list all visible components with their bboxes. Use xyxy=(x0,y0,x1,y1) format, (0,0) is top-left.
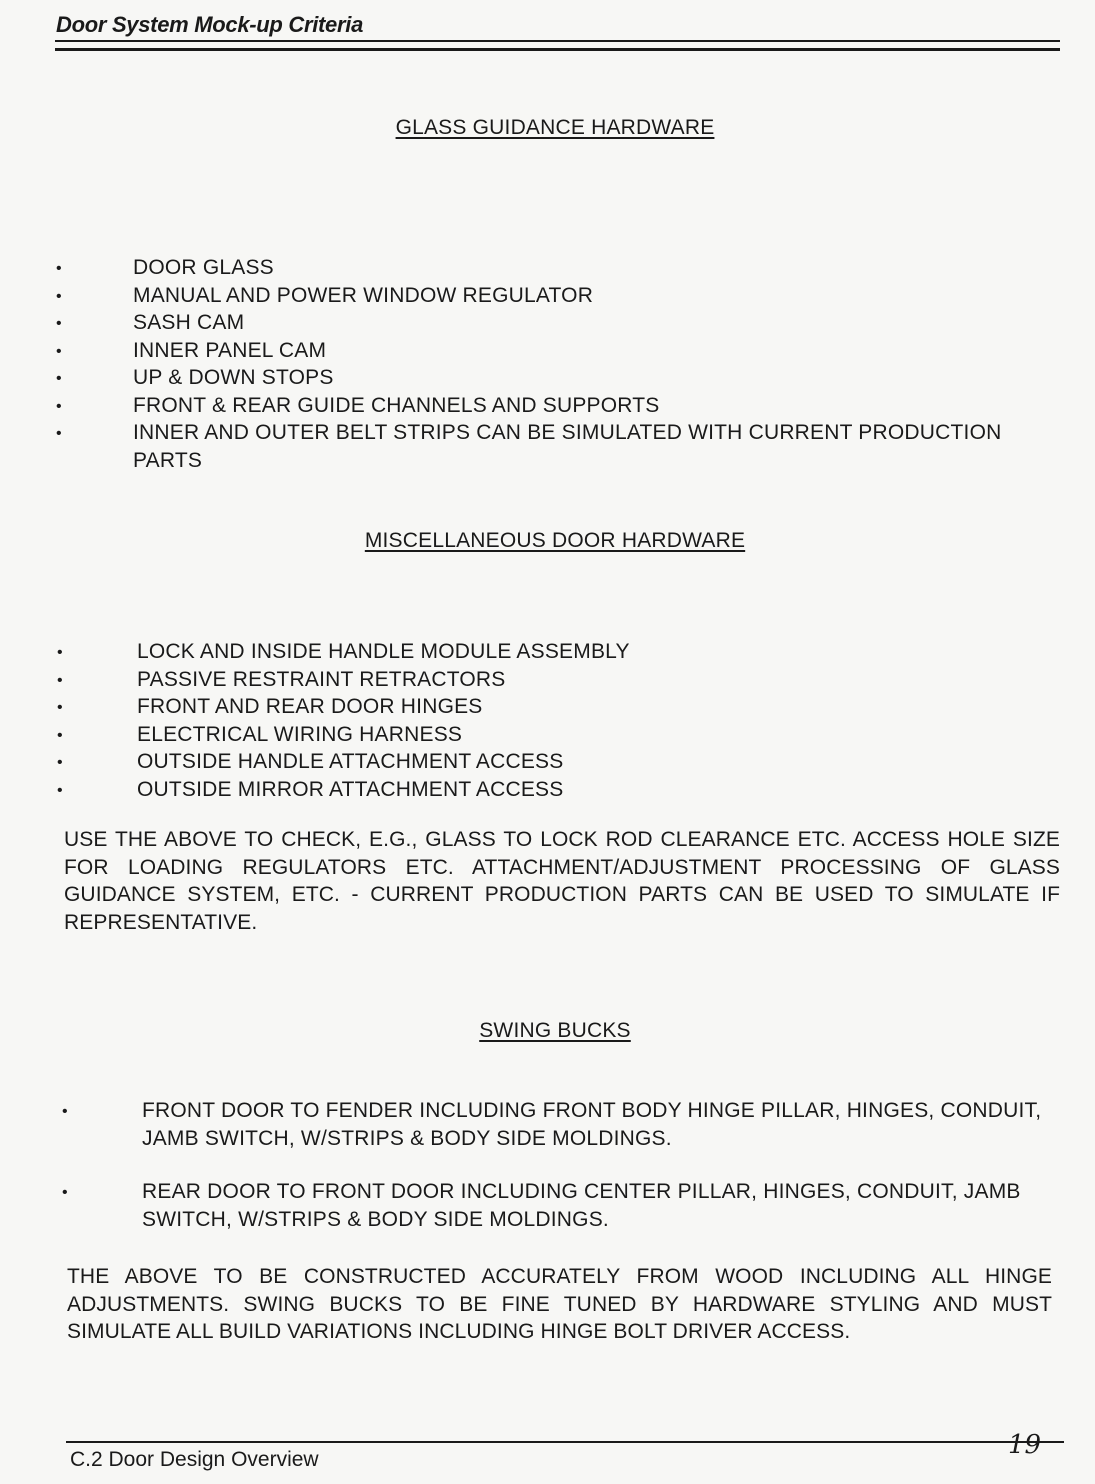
heading-swing-bucks: SWING BUCKS xyxy=(479,1019,631,1042)
document-title: Door System Mock-up Criteria xyxy=(56,12,364,37)
bullet-icon: • xyxy=(56,370,62,387)
page-number: 19 xyxy=(1008,1430,1042,1460)
list-item-text: SASH CAM xyxy=(133,311,245,334)
list-item xyxy=(62,1178,1062,1233)
footer-section-label: C.2 Door Design Overview xyxy=(70,1448,319,1471)
list-item xyxy=(57,693,1067,721)
list-item-text: UP & DOWN STOPS xyxy=(133,366,334,389)
list-item xyxy=(56,337,1068,365)
list-item xyxy=(56,309,1068,337)
list-item xyxy=(62,1097,1062,1152)
bullet-icon: • xyxy=(57,781,63,799)
list-item-text: LOCK AND INSIDE HANDLE MODULE ASSEMBLY xyxy=(137,640,630,663)
list-item xyxy=(57,721,1067,749)
bullet-icon: • xyxy=(56,342,62,360)
list-item-text: MANUAL AND POWER WINDOW REGULATOR xyxy=(133,283,594,307)
list-item-text: REAR DOOR TO FRONT DOOR INCLUDING CENTER PILLAR, HINGES, CONDUIT, JAMB SWITCH, W/STRIPS & BODY SIDE MOLDINGS. xyxy=(142,1180,1021,1231)
heading-glass-guidance: GLASS GUIDANCE HARDWARE xyxy=(395,116,715,139)
list-item xyxy=(56,419,1068,474)
list-item xyxy=(56,254,1068,282)
bullet-icon: • xyxy=(56,315,62,332)
list-item xyxy=(57,776,1067,804)
list-item xyxy=(57,748,1067,776)
list-item-text: FRONT & REAR GUIDE CHANNELS AND SUPPORTS xyxy=(133,393,660,417)
bullet-icon: • xyxy=(57,644,63,661)
list-item-text: OUTSIDE HANDLE ATTACHMENT ACCESS xyxy=(137,750,564,773)
bullet-icon: • xyxy=(62,1103,68,1120)
bullet-icon: • xyxy=(62,1184,68,1201)
swing-bucks-note: THE ABOVE TO BE CONSTRUCTED ACCURATELY FROM WOOD INCLUDING ALL HINGE ADJUSTMENTS. SWING BUCKS TO BE FINE TUNED BY HARDWARE STYLING AND MUST SIMULATE ALL BUILD VARIATIONS INCLUDING HINGE BOLT DRIVER ACCESS. xyxy=(67,1265,1052,1343)
list-item xyxy=(56,392,1068,420)
list-item-text: FRONT DOOR TO FENDER INCLUDING FRONT BODY HINGE PILLAR, HINGES, CONDUIT, JAMB SWITCH, W/STRIPS & BODY SIDE MOLDINGS. xyxy=(142,1099,1042,1150)
list-item xyxy=(57,638,1067,666)
list-item-text: PASSIVE RESTRAINT RETRACTORS xyxy=(137,667,506,691)
list-item-text: INNER PANEL CAM xyxy=(133,338,327,362)
bullet-icon: • xyxy=(56,260,62,277)
list-item-text: ELECTRICAL WIRING HARNESS xyxy=(137,722,463,746)
list-item-text: DOOR GLASS xyxy=(133,256,274,279)
bullet-icon: • xyxy=(56,287,62,305)
header-rule-thin xyxy=(55,40,1060,42)
footer-rule xyxy=(66,1441,1064,1443)
header-rule-thick xyxy=(55,48,1060,51)
bullet-icon: • xyxy=(57,726,63,744)
bullet-icon: • xyxy=(56,425,62,442)
list-item-text: FRONT AND REAR DOOR HINGES xyxy=(137,695,483,718)
bullet-icon: • xyxy=(57,671,63,689)
swing-bucks-list xyxy=(62,1097,1062,1259)
list-item xyxy=(56,282,1068,310)
heading-misc-hardware: MISCELLANEOUS DOOR HARDWARE xyxy=(364,529,746,552)
glass-hardware-list xyxy=(56,254,1068,474)
list-item-text: INNER AND OUTER BELT STRIPS CAN BE SIMULATED WITH CURRENT PRODUCTION PARTS xyxy=(133,421,1002,472)
bullet-icon: • xyxy=(57,754,63,771)
list-item xyxy=(56,364,1068,392)
misc-hardware-list xyxy=(57,638,1067,803)
bullet-icon: • xyxy=(57,699,63,716)
list-item xyxy=(57,666,1067,694)
misc-usage-note: USE THE ABOVE TO CHECK, E.G., GLASS TO LOCK ROD CLEARANCE ETC. ACCESS HOLE SIZE FOR LOADING REGULATORS ETC. ATTACHMENT/ADJUSTMENT PROCESSING OF GLASS GUIDANCE SYSTEM, ETC. - CURRENT PRODUCTION PARTS CAN BE USED TO SIMULATE IF REPRESENTATIVE. xyxy=(64,828,1060,934)
bullet-icon: • xyxy=(56,397,62,415)
list-item-text: OUTSIDE MIRROR ATTACHMENT ACCESS xyxy=(137,777,564,801)
